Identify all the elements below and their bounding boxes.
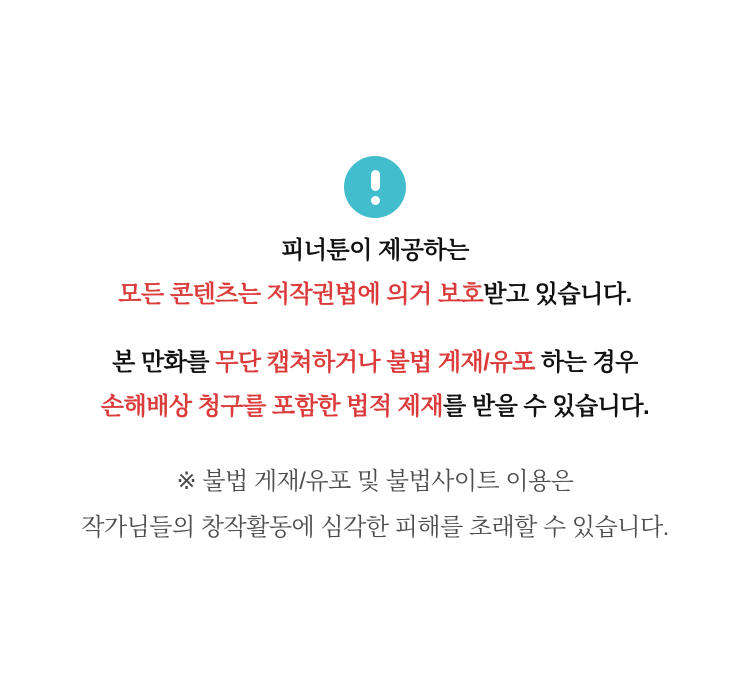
intro-line-2-highlight: 모든 콘텐츠는 저작권법에 의거 보호 xyxy=(118,281,484,308)
exclamation-icon xyxy=(344,156,406,218)
warning-line-2-highlight: 손해배상 청구를 포함한 법적 제재 xyxy=(100,393,444,420)
warning-line-2-rest: 를 받을 수 있습니다. xyxy=(443,393,650,420)
footnote-paragraph xyxy=(81,459,669,551)
exclamation-dot xyxy=(371,196,380,205)
warning-line-1-highlight: 무단 캡쳐하거나 불법 게재/유포 xyxy=(215,349,535,376)
intro-line-2 xyxy=(118,273,631,317)
warning-line-1 xyxy=(101,341,649,385)
warning-paragraph xyxy=(101,341,649,429)
intro-paragraph xyxy=(118,229,631,317)
warning-line-2 xyxy=(101,385,649,429)
warning-line-1-post: 하는 경우 xyxy=(534,349,638,376)
warning-line-1-pre: 본 만화를 xyxy=(112,349,216,376)
exclamation-bar xyxy=(371,170,380,191)
intro-line-1: 피너툰이 제공하는 xyxy=(281,237,469,264)
intro-line-2-rest: 받고 있습니다. xyxy=(483,281,632,308)
footnote-line-1: ※ 불법 게재/유포 및 불법사이트 이용은 xyxy=(176,468,574,495)
footnote-line-2: 작가님들의 창작활동에 심각한 피해를 초래할 수 있습니다. xyxy=(81,514,669,541)
